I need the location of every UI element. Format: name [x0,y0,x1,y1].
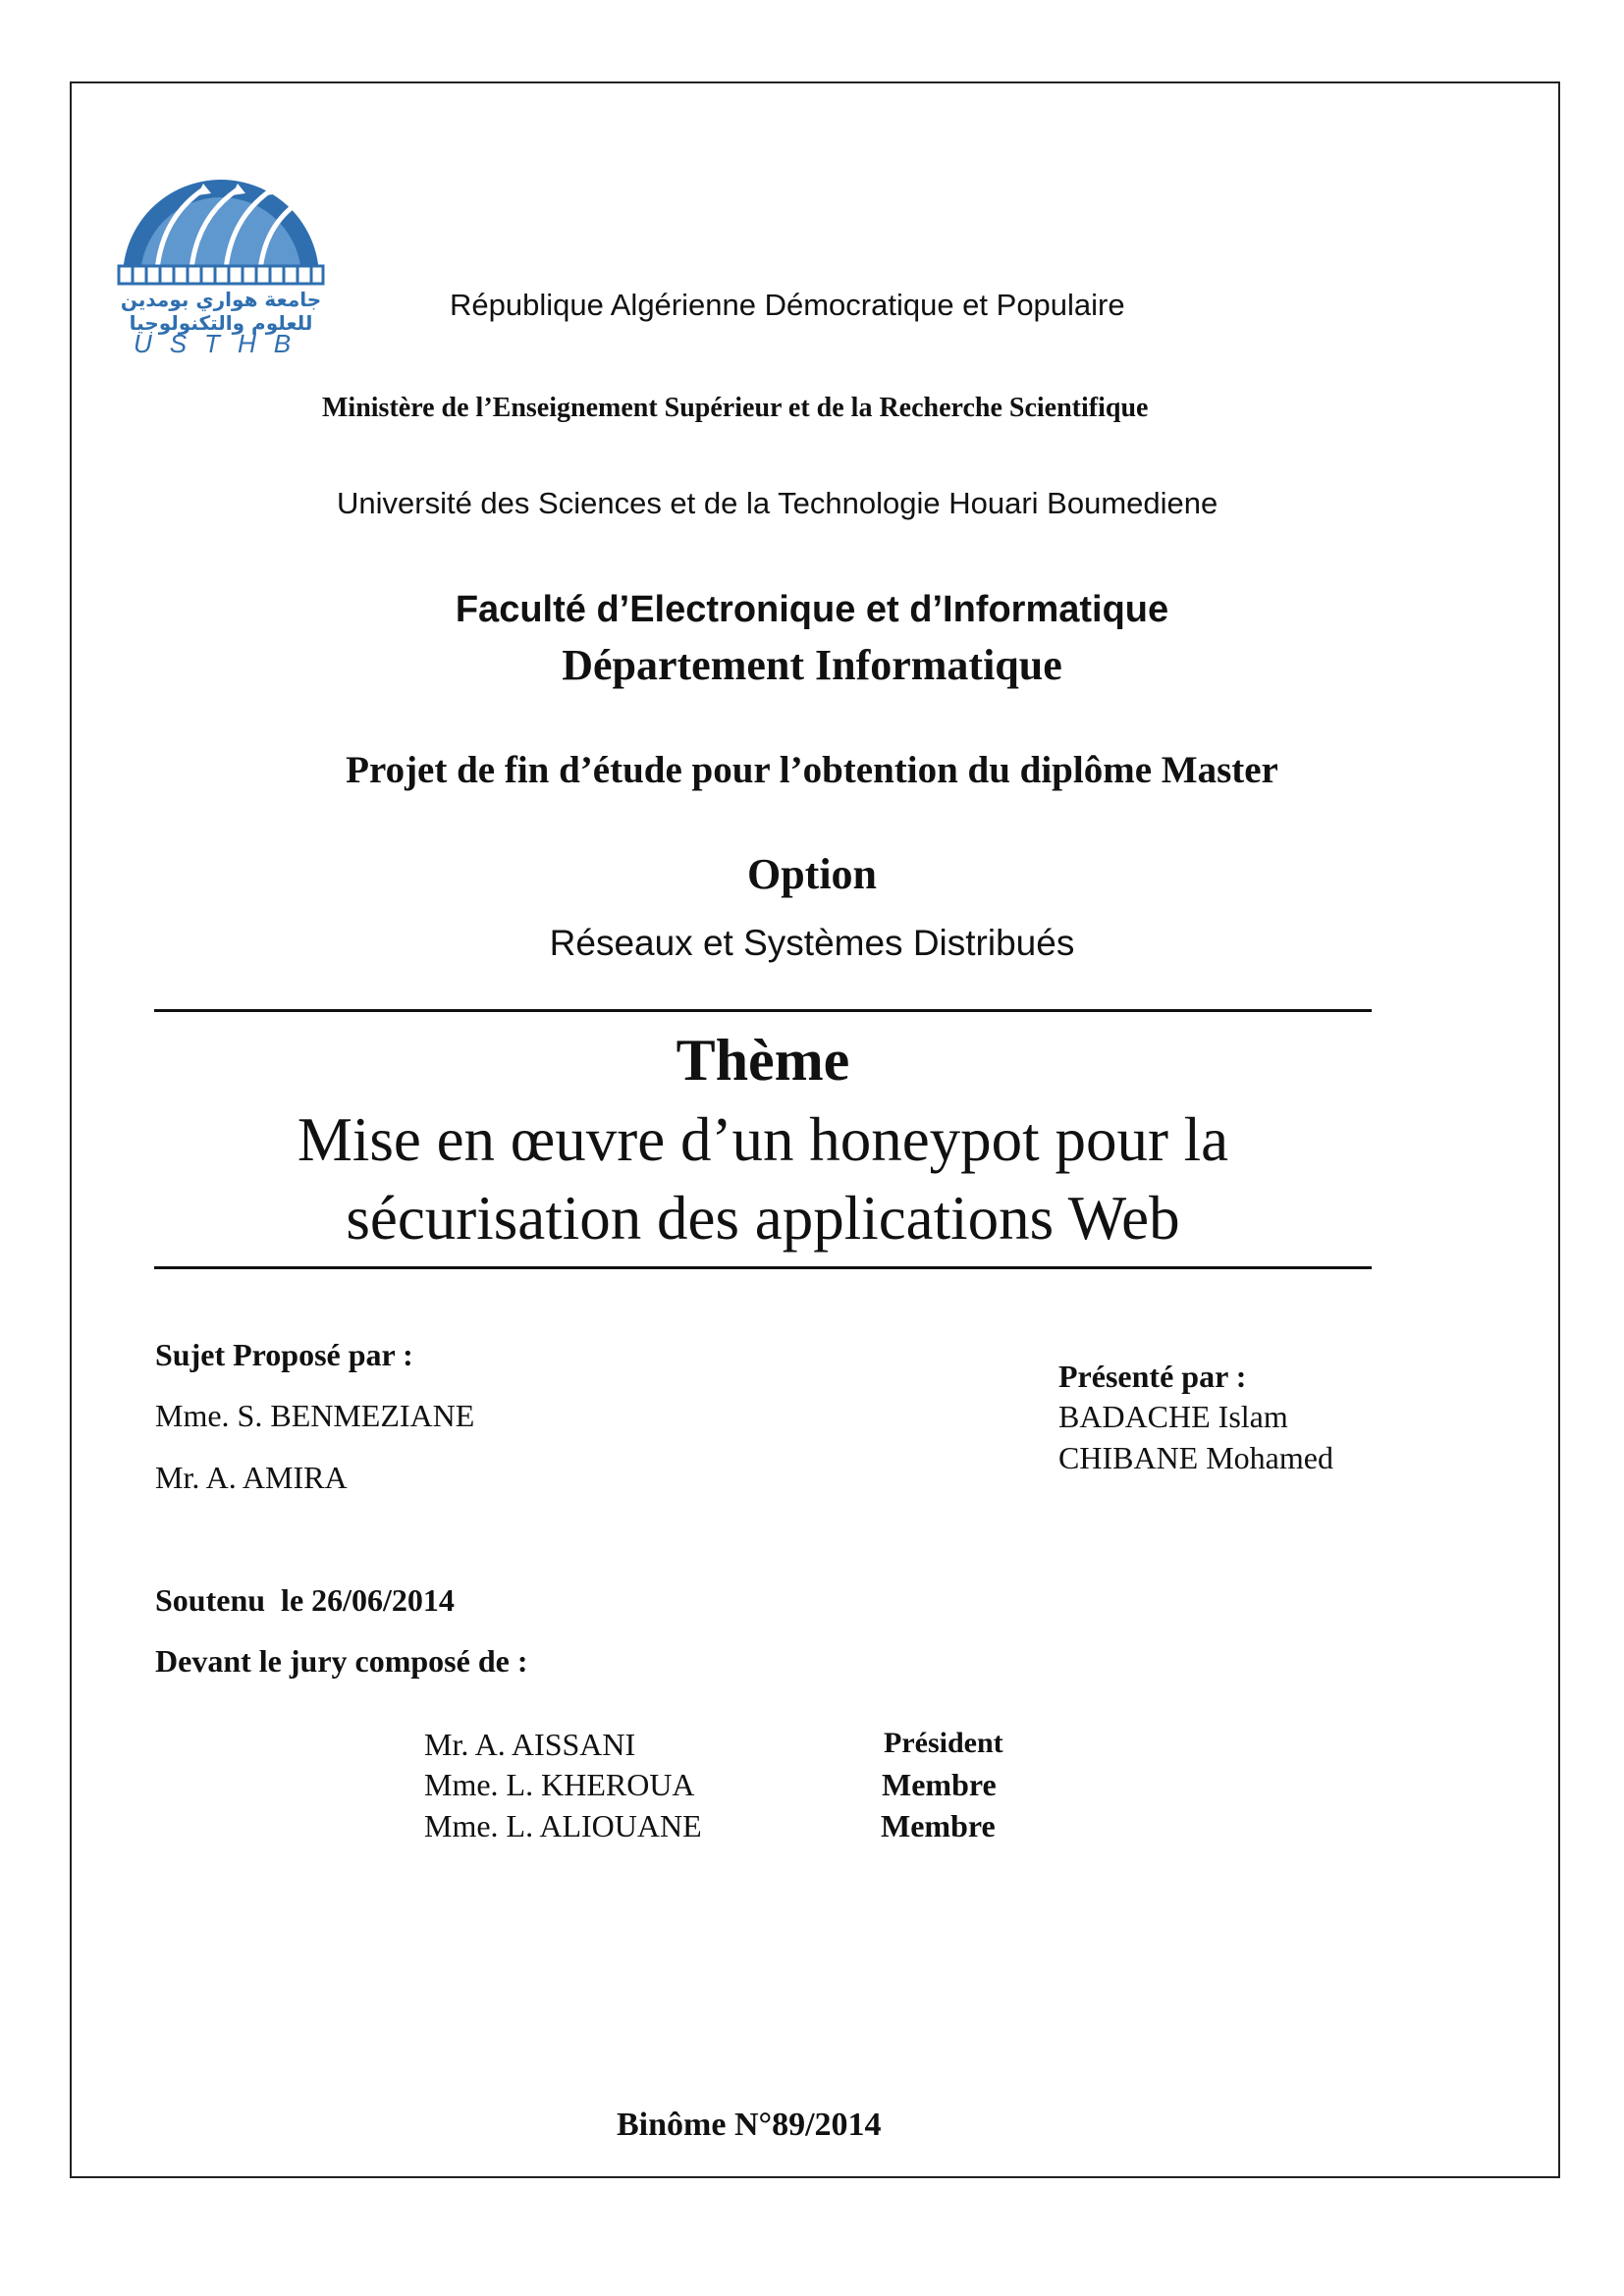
defense-date: Soutenu le 26/06/2014 [155,1582,455,1618]
logo-emblem-icon [113,172,329,290]
jury-member-name: Mme. L. ALIOUANE [424,1808,702,1843]
student-name: CHIBANE Mohamed [1058,1440,1333,1475]
faculty-line: Faculté d’Electronique et d’Informatique [455,589,1169,630]
ministry-line: Ministère de l’Enseignement Supérieur et de la Recherche Scientifique [322,393,1149,423]
supervisors-heading: Sujet Proposé par : [155,1337,413,1372]
jury-member-name: Mme. L. KHEROUA [424,1767,695,1802]
student-name: BADACHE Islam [1058,1399,1288,1434]
option-value: Réseaux et Systèmes Distribués [549,923,1075,963]
theme-bottom-rule [154,1266,1372,1269]
supervisor-name: Mme. S. BENMEZIANE [155,1398,475,1433]
jury-member-role: Membre [881,1808,996,1843]
department-line: Département Informatique [562,641,1062,689]
theme-title-line2: sécurisation des applications Web [346,1184,1180,1253]
option-label: Option [746,850,878,898]
theme-title-line1: Mise en œuvre d’un honeypot pour la [297,1105,1229,1174]
project-line: Projet de fin d’étude pour l’obtention du diplôme Master [346,749,1278,791]
supervisor-name: Mr. A. AMIRA [155,1460,348,1495]
university-line: Université des Sciences et de la Technologie Houari Boumediene [337,486,1218,520]
students-heading: Présenté par : [1058,1359,1247,1394]
jury-member-name: Mr. A. AISSANI [424,1727,636,1762]
binome-number: Binôme N°89/2014 [617,2107,882,2143]
usthb-logo [113,172,329,358]
jury-member-role: Président [884,1727,1003,1759]
jury-member-role: Membre [882,1767,997,1802]
jury-heading: Devant le jury composé de : [155,1643,528,1679]
logo-arabic-text: جامعة هواري بومدين للعلوم والتكنولوجيا [120,288,322,335]
theme-label: Thème [676,1028,850,1093]
republic-line: République Algérienne Démocratique et Populaire [450,288,1125,322]
theme-top-rule [154,1009,1372,1012]
logo-usthb-letters: USTHB [133,329,309,358]
